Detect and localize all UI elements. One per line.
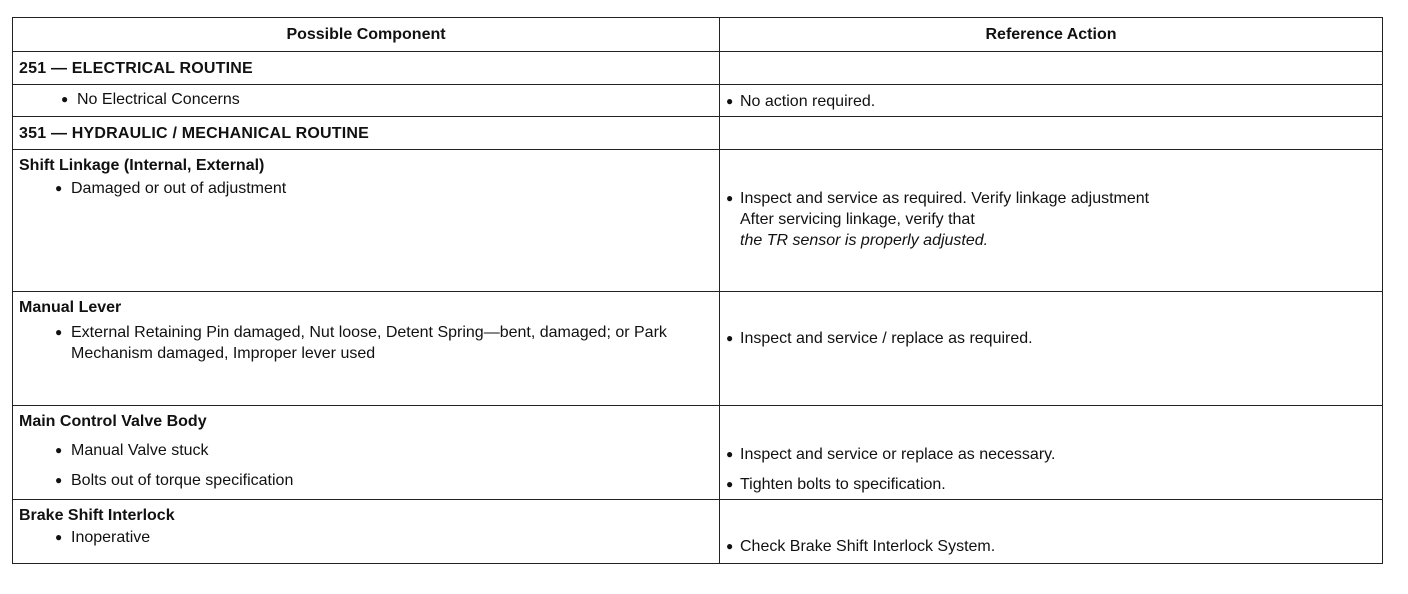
bullet-icon: ● [726,331,734,345]
table-row [13,406,1383,500]
header-reference-action: Reference Action [720,18,1383,52]
table-row [13,85,1383,117]
manual-lever-title: Manual Lever [19,299,122,316]
bullet-icon: ● [55,325,63,339]
shift-linkage-action-line1: Inspect and service as required. Verify linkage adjustment [740,190,1150,207]
table-row [13,292,1383,406]
bullet-icon: ● [55,530,63,544]
bullet-icon: ● [55,443,63,457]
table-header-row [13,18,1383,52]
main-control-item1: Manual Valve stuck [71,442,209,459]
bullet-icon: ● [726,477,734,491]
bullet-icon: ● [55,181,63,195]
main-control-title: Main Control Valve Body [19,413,207,430]
bullet-icon: ● [55,473,63,487]
bullet-icon: ● [726,191,734,205]
table-row [13,500,1383,564]
hydraulic-routine-title: 351 — HYDRAULIC / MECHANICAL ROUTINE [19,124,370,142]
shift-linkage-action-line2: After servicing linkage, verify that [740,211,975,228]
bullet-icon: ● [726,94,734,108]
main-control-item2: Bolts out of torque specification [71,472,294,489]
shift-linkage-action-line3: the TR sensor is properly adjusted. [740,232,989,249]
bullet-icon: ● [61,92,69,106]
routine-row-hydraulic [13,117,1383,150]
bullet-icon: ● [726,447,734,461]
electrical-item: No Electrical Concerns [77,91,240,108]
main-control-action1: Inspect and service or replace as necessary. [740,446,1056,463]
brake-interlock-title: Brake Shift Interlock [19,507,175,524]
shift-linkage-title: Shift Linkage (Internal, External) [19,157,265,174]
manual-lever-item: External Retaining Pin damaged, Nut loose, Detent Spring—bent, damaged; or Park Mechanism damaged, Improper lever used [71,324,667,362]
diagnosis-table [12,17,1383,564]
electrical-action: No action required. [740,93,876,110]
header-possible-component: Possible Component [13,18,720,52]
bullet-icon: ● [726,539,734,553]
shift-linkage-item: Damaged or out of adjustment [71,180,287,197]
manual-lever-action: Inspect and service / replace as required. [740,330,1033,347]
main-control-action2: Tighten bolts to specification. [740,476,946,493]
electrical-routine-title: 251 — ELECTRICAL ROUTINE [19,59,253,77]
table-row [13,150,1383,292]
brake-interlock-action: Check Brake Shift Interlock System. [740,538,996,555]
routine-row-electrical [13,52,1383,85]
brake-interlock-item: Inoperative [71,529,151,546]
